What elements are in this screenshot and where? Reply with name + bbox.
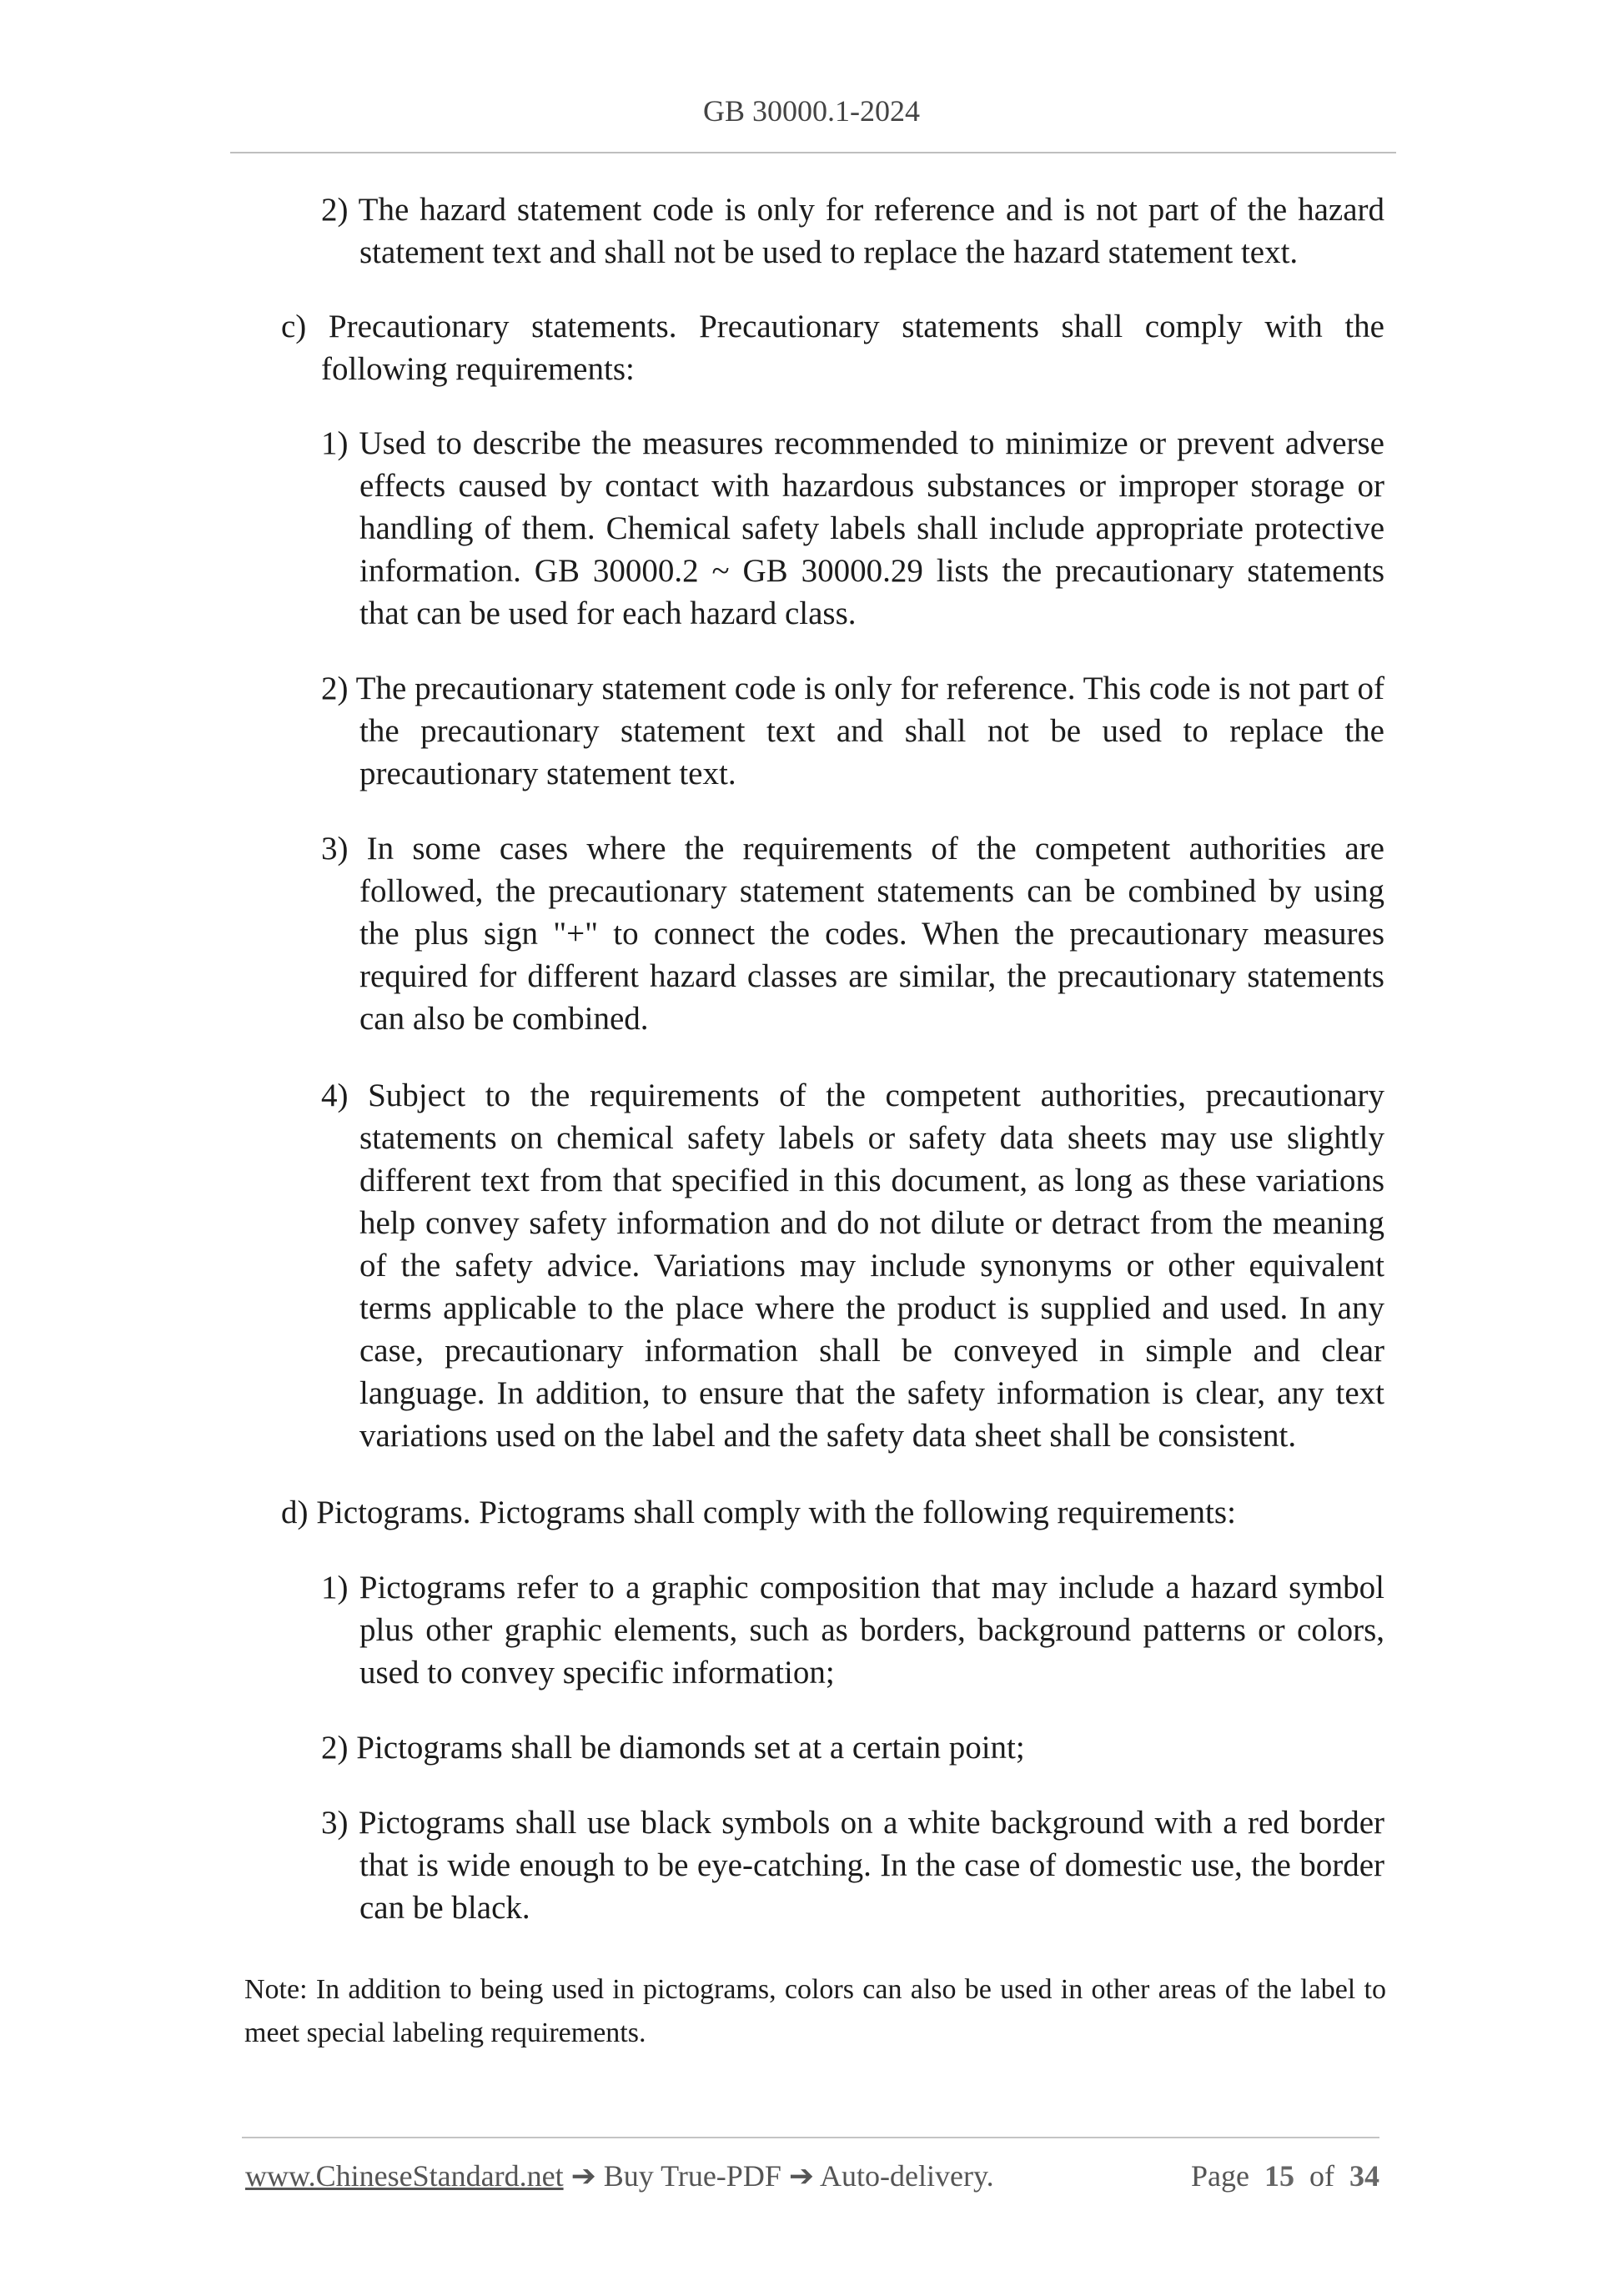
footer-divider bbox=[242, 2137, 1379, 2138]
site-link[interactable]: www.ChineseStandard.net bbox=[245, 2159, 564, 2193]
footer-left bbox=[245, 2158, 994, 2193]
of-label: of bbox=[1309, 2159, 1334, 2193]
hazard-statement-item-2: 2) The hazard statement code is only for reference and is not part of the hazard statement text and shall not be used to replace the hazard statement text. bbox=[321, 192, 1384, 270]
section-c-heading: c) Precautionary statements. Precautionary statements shall comply with the following requirements: bbox=[281, 309, 1384, 387]
section-d-heading: d) Pictograms. Pictograms shall comply with the following requirements: bbox=[281, 1495, 1236, 1530]
precautionary-item-1: 1) Used to describe the measures recommended to minimize or prevent adverse effects caused by contact with hazardous substances or improper storage or handling of them. Chemical safety labels shall include appropriate protective information. GB 30000.2 ~ GB 30000.29 lists the precautionary statements that can be used for each hazard class. bbox=[321, 425, 1384, 631]
precautionary-item-4: 4) Subject to the requirements of the competent authorities, precautionary statements on chemical safety labels or safety data sheets may use slightly different text from that specified in this document, as long as these variations help convey safety information and do not dilute or detract from the meaning of the safety advice. Variations may include synonyms or other equivalent terms applicable to the place where the product is supplied and used. In any case, precautionary information shall be conveyed in simple and clear language. In addition, to ensure that the safety information is clear, any text variations used on the label and the safety data sheet shall be consistent. bbox=[321, 1078, 1384, 1454]
page-label: Page bbox=[1191, 2159, 1249, 2193]
total-pages-number: 34 bbox=[1349, 2159, 1379, 2193]
pictogram-item-1: 1) Pictograms refer to a graphic composition that may include a hazard symbol plus other graphic elements, such as borders, background patterns or colors, used to convey specific information; bbox=[321, 1570, 1384, 1691]
precautionary-item-2: 2) The precautionary statement code is only for reference. This code is not part of the precautionary statement text and shall not be used to replace the precautionary statement text. bbox=[321, 671, 1384, 791]
note-text: Note: In addition to being used in pictograms, colors can also be used in other areas of the label to meet special labeling requirements. bbox=[244, 1974, 1386, 2048]
pictogram-item-2: 2) Pictograms shall be diamonds set at a certain point; bbox=[321, 1730, 1025, 1766]
current-page-number: 15 bbox=[1264, 2159, 1294, 2193]
footer-promo-text: ➔ Buy True-PDF ➔ Auto-delivery. bbox=[563, 2159, 994, 2193]
precautionary-item-3: 3) In some cases where the requirements of the competent authorities are followed, the precautionary statement statements can be combined by using the plus sign "+" to connect the codes. When the precautionary measures required for different hazard classes are similar, the precautionary statements can also be combined. bbox=[321, 831, 1384, 1037]
page-header: GB 30000.1-2024 bbox=[703, 94, 920, 128]
header-divider bbox=[230, 152, 1396, 153]
page-counter bbox=[1191, 2158, 1379, 2193]
pictogram-item-3: 3) Pictograms shall use black symbols on a white background with a red border that is wide enough to be eye-catching. In the case of domestic use, the border can be black. bbox=[321, 1805, 1384, 1926]
